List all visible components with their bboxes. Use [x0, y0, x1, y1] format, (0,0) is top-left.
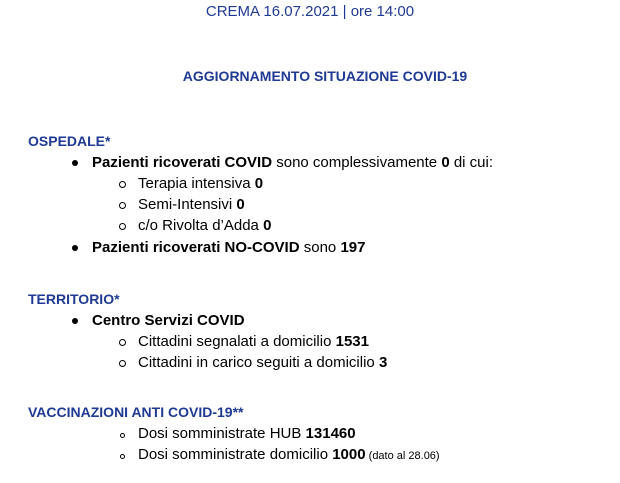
list-item-centro-servizi	[92, 312, 245, 330]
subitem-value: 1531	[335, 333, 369, 350]
item-value: 0	[441, 154, 450, 171]
list-subitem-rivolta-adda	[138, 217, 271, 235]
item-text: sono	[299, 239, 341, 256]
subitem-label: Cittadini in carico seguiti a domicilio	[138, 354, 379, 371]
section-title-vaccinazioni: VACCINAZIONI ANTI COVID-19**	[28, 404, 244, 420]
bullet-circle-icon	[120, 454, 125, 459]
item-label: Centro Servizi COVID	[92, 312, 245, 329]
subitem-label: Terapia intensiva	[138, 175, 255, 192]
subitem-value: 131460	[305, 425, 356, 442]
list-item-pazienti-no-covid	[92, 239, 365, 257]
subitem-value: 0	[236, 196, 245, 213]
subitem-value: 0	[254, 175, 264, 192]
list-item-pazienti-covid	[92, 154, 493, 172]
list-subitem-cittadini-segnalati	[138, 333, 369, 351]
section-title-territorio: TERRITORIO*	[28, 291, 120, 307]
item-value: 197	[340, 239, 366, 256]
subitem-label: Semi-Intensivi	[138, 196, 237, 213]
bullet-circle-icon	[119, 223, 126, 230]
subitem-value: 0	[263, 217, 272, 234]
item-suffix: di cui:	[449, 154, 494, 171]
list-subitem-dosi-domicilio	[138, 446, 440, 465]
bullet-dot-icon	[72, 318, 78, 324]
item-label: Pazienti ricoverati NO-COVID	[92, 239, 300, 256]
bullet-circle-icon	[119, 339, 126, 346]
bullet-dot-icon	[72, 160, 78, 166]
item-text: sono complessivamente	[272, 154, 442, 171]
subitem-note: (dato al 28.06)	[365, 450, 440, 462]
section-title-ospedale: OSPEDALE*	[28, 133, 111, 149]
document-title: AGGIORNAMENTO SITUAZIONE COVID-19	[182, 68, 468, 84]
bullet-circle-icon	[119, 181, 126, 188]
subitem-value: 3	[378, 354, 388, 371]
subitem-value: 1000	[332, 446, 366, 463]
subitem-label: Cittadini segnalati a domicilio	[138, 333, 336, 350]
subitem-label: c/o Rivolta d’Adda	[138, 217, 264, 234]
bullet-circle-icon	[119, 360, 126, 367]
list-subitem-terapia-intensiva	[138, 175, 263, 193]
date-time-line: CREMA 16.07.2021 | ore 14:00	[205, 3, 415, 20]
bullet-circle-icon	[120, 433, 125, 438]
subitem-label: Dosi somministrate domicilio	[138, 446, 333, 463]
subitem-label: Dosi somministrate HUB	[138, 425, 306, 442]
list-subitem-dosi-hub	[138, 425, 356, 443]
item-label: Pazienti ricoverati COVID	[92, 154, 273, 171]
list-subitem-cittadini-in-carico	[138, 354, 387, 372]
bullet-circle-icon	[119, 202, 126, 209]
bullet-dot-icon	[72, 245, 78, 251]
list-subitem-semi-intensivi	[138, 196, 245, 214]
